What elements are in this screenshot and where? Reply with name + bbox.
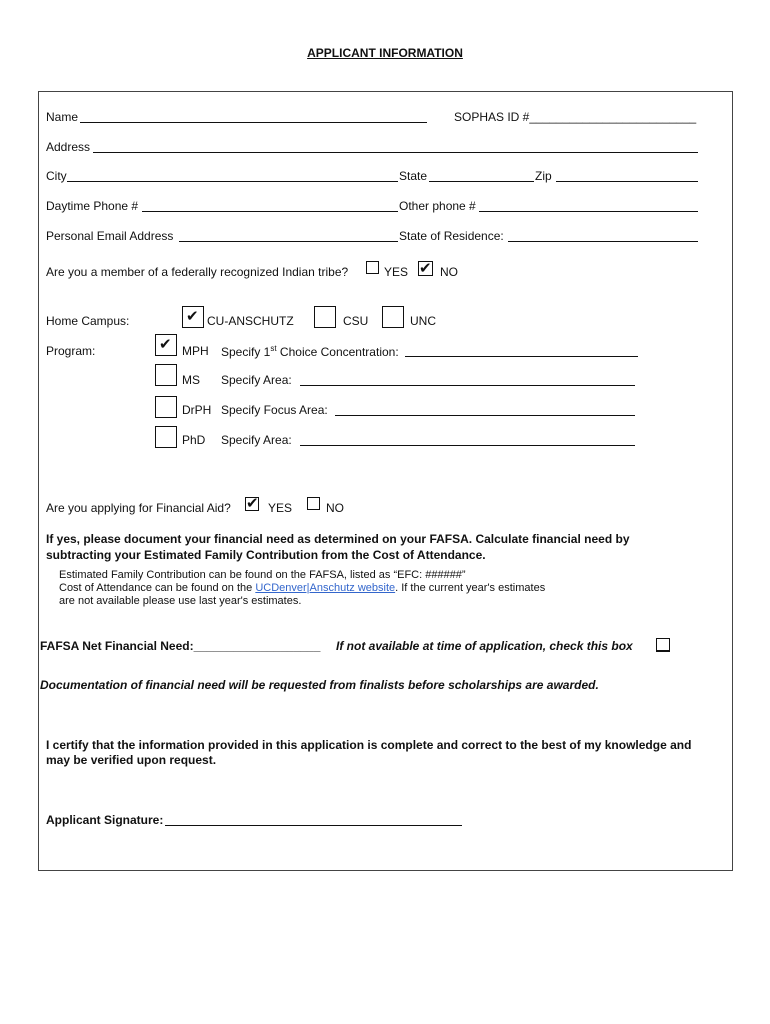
daytime-phone-label: Daytime Phone # (46, 199, 139, 213)
daytime-phone-field[interactable] (142, 211, 398, 212)
instructions-line-1: Estimated Family Contribution can be found on the FAFSA, listed as “EFC: ######” (59, 569, 466, 581)
program-drph-checkbox[interactable] (155, 396, 177, 418)
sophas-id-label[interactable]: SOPHAS ID #_________________________ (454, 110, 697, 124)
fafsa-need-label: FAFSA Net Financial Need:___________________ (40, 639, 321, 653)
phd-area-field[interactable] (300, 445, 635, 446)
program-ms-label: MS (182, 373, 200, 387)
tribe-no-label: NO (440, 265, 458, 279)
tribe-yes-label: YES (384, 265, 409, 279)
email-field[interactable] (179, 241, 398, 242)
tribe-yes-checkbox[interactable] (366, 261, 379, 274)
state-label: State (399, 169, 428, 183)
fafsa-not-available-note: If not available at time of application, check this box (336, 639, 633, 653)
program-drph-label: DrPH (182, 403, 212, 417)
name-field[interactable] (80, 122, 427, 123)
campus-cu-anschutz-label: CU-ANSCHUTZ (207, 314, 294, 328)
instructions-bold-line-1: If yes, please document your financial need as determined on your FAFSA. Calculate financial need by (46, 532, 630, 546)
state-field[interactable] (429, 181, 534, 182)
financial-aid-question: Are you applying for Financial Aid? (46, 501, 231, 515)
city-field[interactable] (67, 181, 398, 182)
program-phd-checkbox[interactable] (155, 426, 177, 448)
home-campus-label: Home Campus: (46, 314, 130, 328)
tribe-question: Are you a member of a federally recognized Indian tribe? (46, 265, 349, 279)
address-label: Address (46, 140, 91, 154)
campus-cu-check-icon: ✔ (186, 308, 199, 325)
campus-unc-label: UNC (410, 314, 436, 328)
zip-field[interactable] (556, 181, 698, 182)
program-mph-specify: Specify 1st Choice Concentration: (221, 344, 399, 359)
instructions-line-3: are not available please use last year's estimates. (59, 595, 302, 607)
fafsa-not-available-checkbox[interactable] (656, 638, 670, 652)
program-mph-check-icon: ✔ (159, 336, 172, 353)
program-ms-checkbox[interactable] (155, 364, 177, 386)
other-phone-label: Other phone # (399, 199, 476, 213)
campus-csu-label: CSU (343, 314, 369, 328)
documentation-note: Documentation of financial need will be requested from finalists before scholarships are awarded. (40, 678, 599, 692)
zip-label: Zip (535, 169, 552, 183)
program-label: Program: (46, 344, 96, 358)
other-phone-field[interactable] (479, 211, 698, 212)
campus-csu-checkbox[interactable] (314, 306, 336, 328)
certify-line-1: I certify that the information provided in this application is complete and correct to the best of my knowledge and (46, 738, 692, 752)
email-label: Personal Email Address (46, 229, 174, 243)
form-title: APPLICANT INFORMATION (307, 46, 463, 60)
financial-aid-yes-check-icon: ✔ (246, 495, 259, 512)
tribe-no-check-icon: ✔ (419, 260, 432, 277)
ucdenver-anschutz-link[interactable]: UCDenver|Anschutz website (255, 582, 396, 594)
financial-aid-no-checkbox[interactable] (307, 497, 320, 510)
campus-unc-checkbox[interactable] (382, 306, 404, 328)
signature-field[interactable] (165, 825, 462, 826)
drph-area-field[interactable] (335, 415, 635, 416)
residence-field[interactable] (508, 241, 698, 242)
instructions-line-2: Cost of Attendance can be found on the UCDenver|Anschutz website. If the current year's estimates (59, 582, 546, 594)
program-ms-specify: Specify Area: (221, 373, 292, 387)
financial-aid-no-label: NO (326, 501, 344, 515)
residence-label: State of Residence: (399, 229, 504, 243)
mph-concentration-field[interactable] (405, 356, 638, 357)
name-label: Name (46, 110, 79, 124)
address-field[interactable] (93, 152, 698, 153)
program-phd-label: PhD (182, 433, 206, 447)
program-drph-specify: Specify Focus Area: (221, 403, 328, 417)
program-phd-specify: Specify Area: (221, 433, 292, 447)
instructions-bold-line-2: subtracting your Estimated Family Contribution from the Cost of Attendance. (46, 548, 486, 562)
financial-aid-yes-label: YES (268, 501, 293, 515)
ms-area-field[interactable] (300, 385, 635, 386)
program-mph-label: MPH (182, 344, 209, 358)
certify-line-2: may be verified upon request. (46, 753, 217, 767)
signature-label: Applicant Signature: (46, 813, 164, 827)
city-label: City (46, 169, 67, 183)
